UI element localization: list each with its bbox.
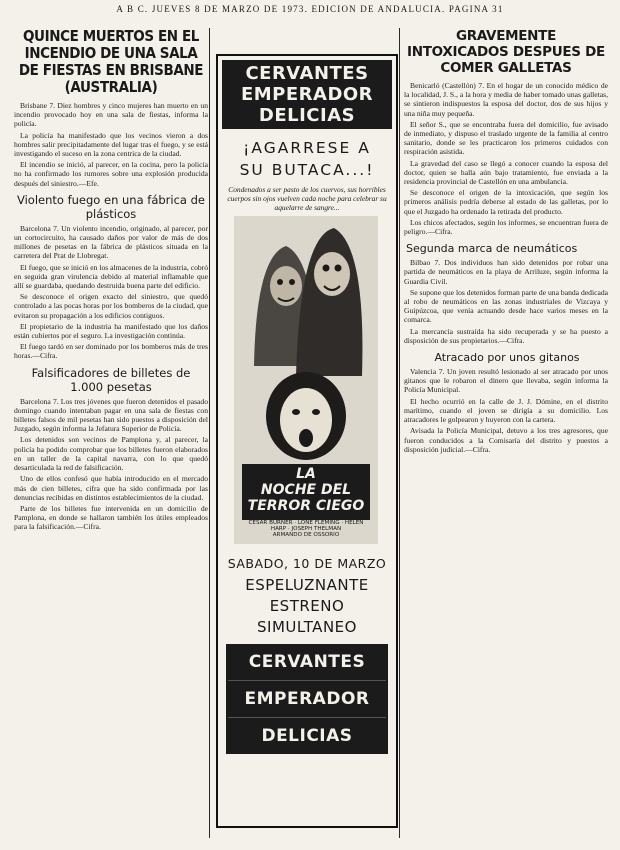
column-rule-left bbox=[209, 28, 210, 838]
film-title-line: TERROR CIEGO bbox=[247, 498, 365, 514]
cinema-name: EMPERADOR bbox=[240, 84, 374, 105]
film-poster-illustration bbox=[234, 216, 378, 544]
headline-cookie-poisoning: GRAVEMENTE INTOXICADOS DESPUES DE COMER GALLETAS bbox=[407, 28, 605, 76]
article-paragraph: La mercancía sustraída ha sido recuperada y se ha puesto a disposición de sus propietarios.—Cifra. bbox=[404, 326, 608, 345]
headline-counterfeiters: Falsificadores de billetes de 1.000 pesetas bbox=[31, 365, 191, 394]
film-cast: CESAR BURNER · LONE FLEMING · HELEN HARP · JOSEPH THELMAN ARMANDO DE OSSORIO bbox=[244, 520, 368, 539]
cinema-name: CERVANTES bbox=[245, 63, 369, 84]
cast-name: JOSEPH THELMAN bbox=[291, 526, 342, 533]
cast-name: HELEN HARP bbox=[270, 520, 364, 533]
right-column bbox=[404, 24, 608, 840]
article-paragraph: El fuego tardó en ser dominado por los bomberos más de tres horas.—Cifra. bbox=[14, 342, 208, 361]
article-paragraph: El señor S., que se encontraba fuera del domicilio, fue avisado de inmediato, y dispuso el traslado urgente de la familia al centro sanitario, donde se les practicaron los primeros cuidados con respiración asistida. bbox=[404, 119, 608, 157]
ad-blurb: Condenados a ser pasto de los cuervos, sus horribles cuerpos sin ojos vuelven cada noche para celebrar su aquelarre de sangre... bbox=[227, 185, 387, 212]
page-header: A B C. JUEVES 8 DE MARZO DE 1973. EDICION DE ANDALUCIA. PAGINA 31 bbox=[116, 4, 504, 14]
slogan-line: SU BUTACA...! bbox=[239, 161, 375, 179]
slogan-line: ¡AGARRESE A bbox=[243, 139, 371, 157]
cast-name: CESAR BURNER bbox=[248, 520, 293, 526]
announcement-line: SIMULTANEO bbox=[257, 618, 357, 636]
ad-slogan bbox=[218, 137, 396, 181]
article-paragraph: Barcelona 7. Un violento incendio, originado, al parecer, por un cortocircuito, ha causado daños por valor de más de dos millones de pesetas en la fábrica de plásticos situada en la carretera del Prat de Llobregat. bbox=[14, 223, 208, 261]
article-paragraph: Parte de los billetes fue intervenida en un domicilio de Pamplona, en donde se hallaron también los útiles empleados para la falsificación.—Cifra. bbox=[14, 503, 208, 532]
article-paragraph: La policía ha manifestado que los vecinos vieron a dos hombres salir precipitadamente del lugar tras el fuego, y se está investigando el suceso en la zona centrica de la ciudad. bbox=[14, 130, 208, 159]
cinema-names-top bbox=[222, 60, 392, 129]
headline-robbery: Atracado por unos gitanos bbox=[434, 351, 580, 365]
article-paragraph: El fuego, que se inició en los almacenes de la industria, cobró en seguida gran virulencia debido al material inflamable que allí se guardaba, quedando destruida buena parte del edificio. bbox=[14, 262, 208, 291]
article-paragraph: Benicarló (Castellón) 7. En el hogar de un conocido médico de la localidad, J. S., a la hora y media de haber tomado unas galletas, se sintieron indispuestos la esposa del doctor, dos de sus hijos y una niña muy pequeña. bbox=[404, 81, 608, 118]
article-paragraph: La gravedad del caso se llegó a conocer cuando la esposa del doctor, quien se halla aún bajo tratamiento, fue enviada a la residencia provincial de Castellón en una ambulancia. bbox=[404, 158, 608, 187]
article-paragraph: Uno de ellos confesó que había introducido en el mercado más de cien billetes, cifra que ha sido confirmada por las denuncias recibidas en distintos establecimientos de la ciudad. bbox=[14, 474, 208, 502]
article-paragraph: Valencia 7. Un joven resultó lesionado al ser atracado por unos gitanos que le robaron el dinero que llevaba, según informa la Policía Municipal. bbox=[404, 367, 608, 395]
premiere-announcement bbox=[218, 575, 396, 638]
film-title-line: NOCHE DEL bbox=[260, 482, 352, 498]
middle-column bbox=[216, 24, 406, 840]
headline-brisbane-fire: QUINCE MUERTOS EN EL INCENDIO DE UNA SALA DE FIESTAS EN BRISBANE (AUSTRALIA) bbox=[18, 27, 204, 96]
announcement-line: ESPELUZNANTE bbox=[245, 576, 369, 594]
film-title-line: LA bbox=[296, 466, 316, 482]
film-director: ARMANDO DE OSSORIO bbox=[272, 532, 340, 539]
article-paragraph: Avisada la Policía Municipal, detuvo a los tres agresores, que fueron conducidos a la Comisaría del distrito y puestos a disposición judicial.—Cifra. bbox=[404, 426, 608, 454]
article-paragraph: Los chicos afectados, según los informes, se encuentran fuera de peligro.—Cifra. bbox=[404, 217, 608, 237]
article-paragraph: Barcelona 7. Los tres jóvenes que fueron detenidos el pasado domingo cuando intentaban pagar en una sala de fiestas con billetes falsos de mil pesetas han sido puestos a disposición del Juzgado, según informa la Jefatura Superior de Policía. bbox=[14, 396, 208, 434]
left-column bbox=[14, 24, 208, 840]
article-paragraph: Se desconoce el origen de la intoxicación, que según los primeros análisis podría deberse al estado de las galletas, por lo que el Juzgado ha ordenado la retirada del producto. bbox=[404, 188, 608, 216]
cinema-names-bottom bbox=[226, 644, 388, 754]
article-paragraph: El propietario de la industria ha manifestado que los daños están cubiertos por el seguro. La investigación continúa. bbox=[14, 321, 208, 341]
article-paragraph: El hecho ocurrió en la calle de J. J. Dómine, en el distrito marítimo, cuando el joven se dirigía a su domicilio. Los atracadores le golpearon y huyeron con la cartera. bbox=[404, 396, 608, 425]
cast-name: LONE FLEMING bbox=[297, 520, 340, 526]
headline-plastics-fire: Violento fuego en una fábrica de plásticos bbox=[16, 192, 206, 221]
article-paragraph: Se supone que los detenidos forman parte de una banda dedicada al robo de neumáticos en las zonas industriales de Vizcaya y Guipúzcoa, que venía actuando desde hace varios meses en la comarca. bbox=[404, 287, 608, 325]
announcement-line: ESTRENO bbox=[269, 597, 345, 615]
film-title bbox=[242, 466, 370, 514]
article-paragraph: Los detenidos son vecinos de Pamplona y, al parecer, la policía ha podido comprobar que los billetes fueron elaborados en un taller de la capital navarra, con lo que quedó desarticulada la red de falsificación. bbox=[14, 435, 208, 473]
cinema-name: DELICIAS bbox=[261, 726, 353, 746]
article-paragraph: Se desconoce el origen exacto del siniestro, que quedó controlado a las pocas horas por los bomberos de la ciudad, que evitaron su propagación a los edificios contiguos. bbox=[14, 292, 208, 320]
premiere-date: SABADO, 10 DE MARZO bbox=[227, 556, 387, 571]
article-paragraph: Bilbao 7. Dos individuos han sido detenidos por robar una partida de neumáticos en la playa de Arriluze, según informa la Guardia Civil. bbox=[404, 258, 608, 286]
cinema-name: CERVANTES bbox=[228, 644, 386, 681]
film-advertisement bbox=[216, 54, 398, 828]
headline-tyres: Segunda marca de neumáticos bbox=[406, 242, 578, 256]
article-paragraph: Brisbane 7. Diez hombres y cinco mujeres han muerto en un incendio provocado hoy en una sala de fiestas, informa la policía. bbox=[14, 101, 208, 129]
article-paragraph: El incendio se inició, al parecer, en la cocina, pero la policía no ha confirmado los rumores sobre una explosión producida después del siniestro.—Efe. bbox=[14, 160, 208, 188]
cinema-name: DELICIAS bbox=[258, 105, 356, 126]
cinema-name: EMPERADOR bbox=[228, 681, 386, 718]
